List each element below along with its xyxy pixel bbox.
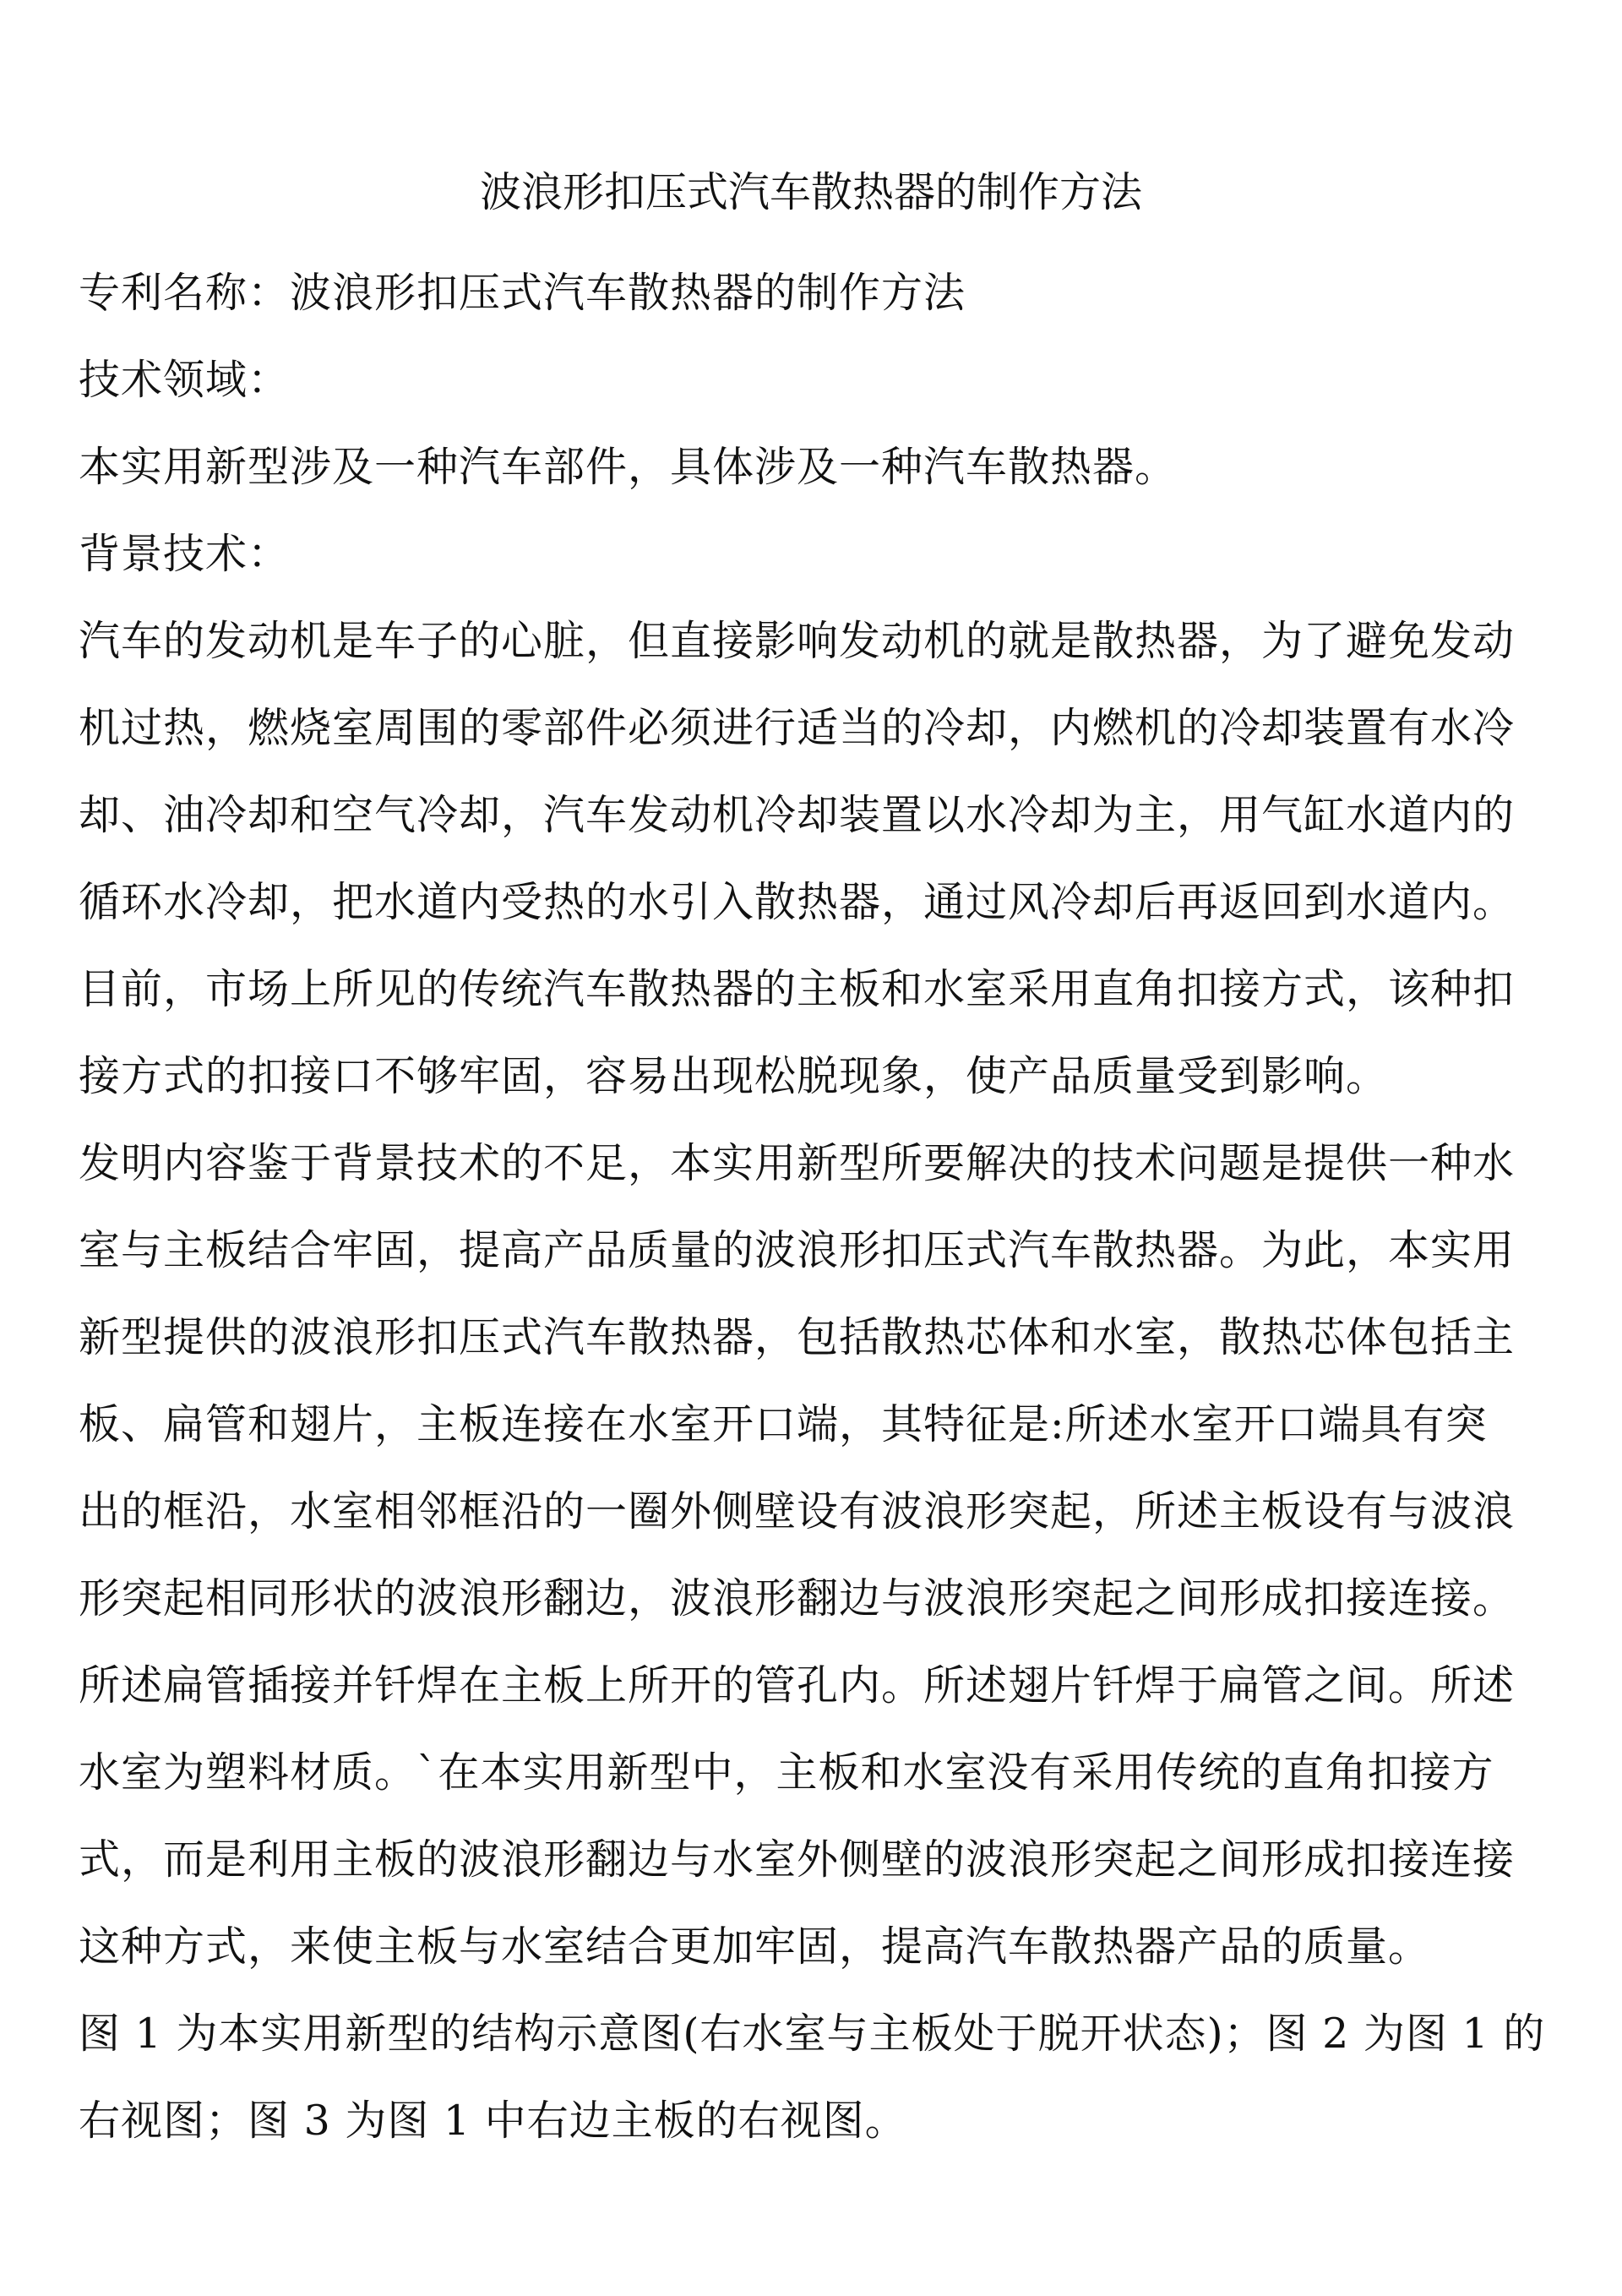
text-line: 式，而是利用主板的波浪形翻边与水室外侧壁的波浪形突起之间形成扣接连接 bbox=[79, 1835, 1516, 1884]
text-line: 图 1 为本实用新型的结构示意图(右水室与主板处于脱开状态)；图 2 为图 1 的 bbox=[79, 2010, 1546, 2058]
text-line: 右视图；图 3 为图 1 中右边主板的右视图。 bbox=[79, 2097, 907, 2145]
text-line: 发明内容鉴于背景技术的不足，本实用新型所要解决的技术问题是提供一种水 bbox=[79, 1139, 1516, 1187]
text-line: 形突起相同形状的波浪形翻边，波浪形翻边与波浪形突起之间形成扣接连接。 bbox=[79, 1574, 1516, 1622]
text-line: 背景技术： bbox=[79, 530, 291, 578]
document-body bbox=[79, 249, 1582, 2164]
text-line: 却、油冷却和空气冷却，汽车发动机冷却装置以水冷却为主，用气缸水道内的 bbox=[79, 791, 1516, 839]
text-line: 循环水冷却，把水道内受热的水引入散热器，通过风冷却后再返回到水道内。 bbox=[79, 878, 1516, 926]
text-line: 目前，市场上所见的传统汽车散热器的主板和水室采用直角扣接方式，该种扣 bbox=[79, 965, 1516, 1013]
text-line: 本实用新型涉及一种汽车部件，具体涉及一种汽车散热器。 bbox=[79, 443, 1178, 491]
text-line: 所述扁管插接并钎焊在主板上所开的管孔内。所述翅片钎焊于扁管之间。所述 bbox=[79, 1661, 1516, 1710]
text-line: 专利名称：波浪形扣压式汽车散热器的制作方法 bbox=[79, 269, 966, 317]
text-line: 新型提供的波浪形扣压式汽车散热器，包括散热芯体和水室，散热芯体包括主 bbox=[79, 1313, 1516, 1361]
text-line: 接方式的扣接口不够牢固，容易出现松脱现象，使产品质量受到影响。 bbox=[79, 1052, 1389, 1100]
text-line: 汽车的发动机是车子的心脏，但直接影响发动机的就是散热器，为了避免发动 bbox=[79, 617, 1516, 665]
document-title: 波浪形扣压式汽车散热器的制作方法 bbox=[479, 168, 1142, 216]
text-line: 板、扁管和翅片，主板连接在水室开口端，其特征是:所述水室开口端具有突 bbox=[79, 1400, 1488, 1448]
text-line: 室与主板结合牢固，提高产品质量的波浪形扣压式汽车散热器。为此，本实用 bbox=[79, 1226, 1516, 1274]
text-line: 水室为塑料材质。`在本实用新型中，主板和水室没有采用传统的直角扣接方 bbox=[79, 1748, 1494, 1797]
text-line: 机过热，燃烧室周围的零部件必须进行适当的冷却，内燃机的冷却装置有水冷 bbox=[79, 704, 1516, 752]
text-line: 出的框沿，水室相邻框沿的一圈外侧壁设有波浪形突起，所述主板设有与波浪 bbox=[79, 1487, 1516, 1535]
text-line: 技术领域： bbox=[79, 356, 291, 404]
text-line: 这种方式，来使主板与水室结合更加牢固，提高汽车散热器产品的质量。 bbox=[79, 1922, 1431, 1971]
